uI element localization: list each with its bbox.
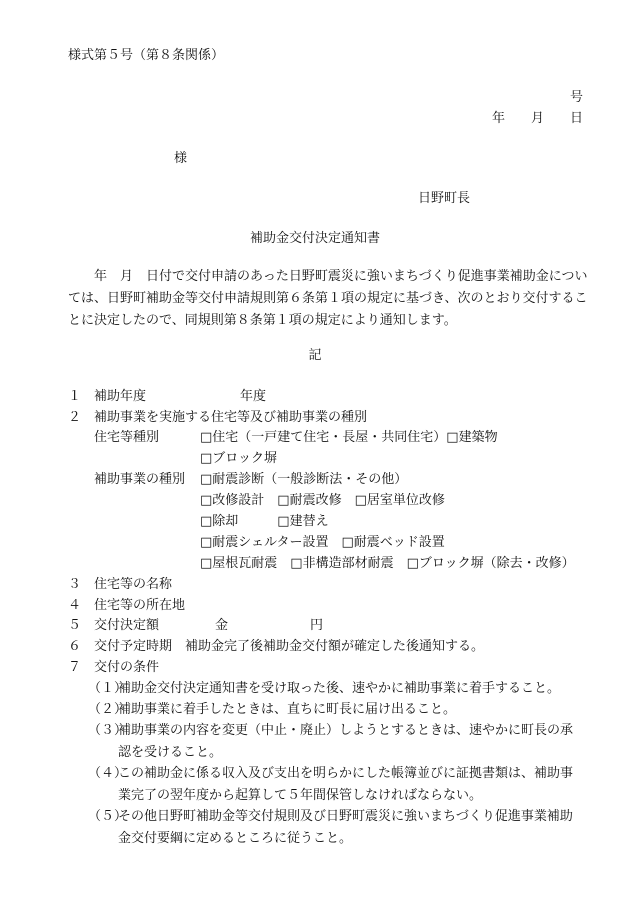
condition-3-number: （３） bbox=[88, 723, 128, 738]
item-4 bbox=[68, 595, 185, 617]
item-1-number: １ bbox=[68, 389, 82, 404]
house-type-label: 住宅等種別 bbox=[94, 430, 160, 445]
condition-4 bbox=[88, 763, 588, 807]
item-2-label: 補助事業を実施する住宅等及び補助事業の種別 bbox=[94, 410, 368, 425]
item-6 bbox=[68, 636, 484, 658]
form-label: 様式第５号（第８条関係） bbox=[68, 48, 225, 63]
condition-1 bbox=[88, 678, 588, 700]
item-1-value: 年度 bbox=[240, 389, 267, 404]
issuer: 日野町長 bbox=[418, 191, 471, 206]
condition-5-text: その他日野町補助金等交付規則及び日野町震災に強いまちづくり促進事業補助金交付要綱に定めるところに従うこと。 bbox=[118, 809, 573, 846]
addressee: 様 bbox=[174, 151, 188, 166]
condition-2 bbox=[88, 699, 588, 721]
item-1-label: 補助年度 bbox=[94, 389, 147, 404]
item-5-number: ５ bbox=[68, 618, 82, 633]
item-5 bbox=[68, 615, 159, 637]
condition-4-text: この補助金に係る収入及び支出を明らかにした帳簿並びに証拠書類は、補助事業完了の翌年度から起算して５年間保管しなければならない。 bbox=[118, 766, 574, 803]
condition-2-number: （２） bbox=[88, 702, 128, 717]
house-type-line-2: □ブロック塀 bbox=[200, 451, 278, 466]
item-6-label: 交付予定時期 bbox=[94, 639, 173, 654]
condition-5 bbox=[88, 806, 588, 850]
item-5-kin: 金 bbox=[215, 618, 229, 633]
item-7 bbox=[68, 657, 159, 679]
document-number: 号 bbox=[569, 90, 583, 105]
work-type-line-2: □改修設計 □耐震改修 □居室単位改修 bbox=[200, 493, 445, 508]
condition-3-text: 補助事業の内容を変更（中止・廃止）しようとするときは、速やかに町長の承認を受けること。 bbox=[118, 723, 574, 760]
condition-3 bbox=[88, 720, 588, 764]
condition-5-number: （５） bbox=[88, 809, 128, 824]
item-3-label: 住宅等の名称 bbox=[94, 577, 173, 592]
item-4-label: 住宅等の所在地 bbox=[94, 598, 186, 613]
condition-2-text: 補助事業に着手したときは、直ちに町長に届け出ること。 bbox=[118, 702, 457, 717]
item-4-number: ４ bbox=[68, 598, 82, 613]
body-paragraph bbox=[68, 266, 588, 332]
ki-heading: 記 bbox=[308, 348, 322, 363]
item-3-number: ３ bbox=[68, 577, 82, 592]
item-2-number: ２ bbox=[68, 410, 82, 425]
condition-4-number: （４） bbox=[88, 766, 128, 781]
item-6-number: ６ bbox=[68, 639, 82, 654]
item-1 bbox=[68, 386, 146, 408]
item-7-label: 交付の条件 bbox=[94, 660, 160, 675]
document-title: 補助金交付決定通知書 bbox=[249, 231, 380, 246]
work-type-line-1: □耐震診断（一般診断法・その他） bbox=[200, 472, 408, 487]
house-type-line-1: □住宅（一戸建て住宅・長屋・共同住宅）□建築物 bbox=[200, 430, 498, 445]
work-type-line-3: □除却 □建替え bbox=[200, 514, 329, 529]
item-5-yen: 円 bbox=[310, 618, 324, 633]
item-5-label: 交付決定額 bbox=[94, 618, 160, 633]
condition-1-text: 補助金交付決定通知書を受け取った後、速やかに補助事業に着手すること。 bbox=[118, 681, 561, 696]
condition-1-number: （１） bbox=[88, 681, 128, 696]
item-6-value: 補助金完了後補助金交付額が確定した後通知する。 bbox=[185, 639, 485, 654]
document-date: 年 月 日 bbox=[491, 111, 583, 126]
item-7-number: ７ bbox=[68, 660, 82, 675]
item-3 bbox=[68, 574, 172, 596]
body-text: 年 月 日付で交付申請のあった日野町震災に強いまちづくり促進事業補助金については、日野町補助金等交付申請規則第６条第１項の規定に基づき、次のとおり交付することに決定したので、同規則第８条第１項の規定により通知します。 bbox=[68, 269, 588, 328]
work-type-line-4: □耐震シェルター設置 □耐震ベッド設置 bbox=[200, 535, 445, 550]
work-type-label: 補助事業の種別 bbox=[94, 472, 186, 487]
work-type-line-5: □屋根瓦耐震 □非構造部材耐震 □ブロック塀（除去・改修） bbox=[200, 556, 575, 571]
item-2 bbox=[68, 407, 367, 429]
